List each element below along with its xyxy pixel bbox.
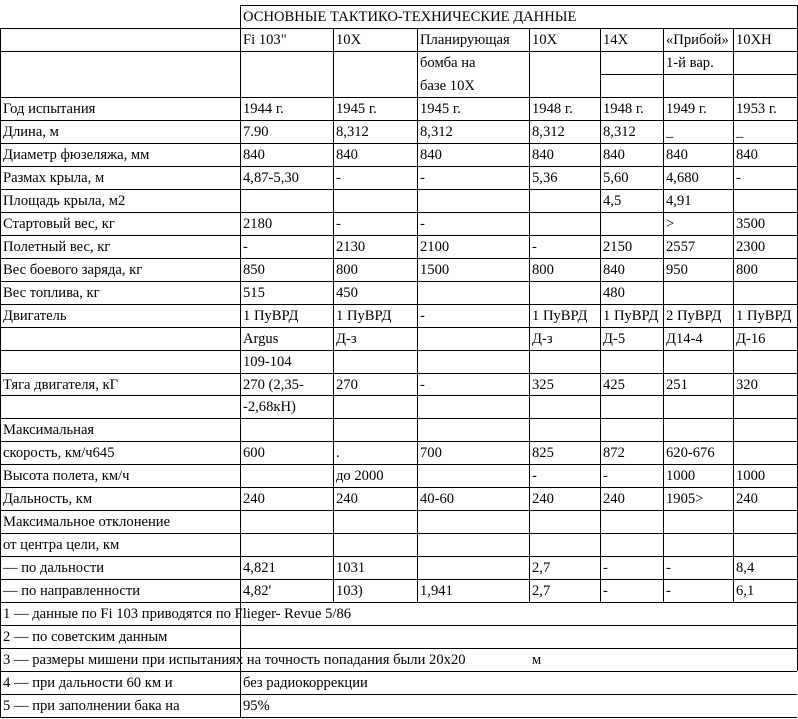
footnote: 3 — размеры мишени при испытаниях на точность попадания были 20x20 (3, 652, 466, 668)
table-cell: 2150 (603, 239, 633, 255)
table-cell: 450 (336, 285, 358, 301)
column-header: «Прибой» (666, 32, 729, 48)
table-cell: 6,1 (736, 583, 755, 599)
table-rule (0, 625, 797, 626)
table-rule (0, 579, 797, 580)
table-cell: 4,821 (243, 560, 276, 576)
table-cell: - (420, 377, 425, 393)
table-rule (0, 166, 797, 167)
table-cell: Д-з (532, 331, 553, 347)
table-cell: 1905> (666, 491, 704, 507)
footnote: 2 — по советским данным (3, 629, 168, 645)
table-cell: 7.90 (243, 124, 269, 140)
table-cell: 825 (532, 445, 554, 461)
table-cell: 270 (2,35- (243, 377, 304, 393)
table-cell: - (336, 170, 341, 186)
table-cell: -2,68кН) (243, 399, 296, 415)
table-cell: Argus (243, 331, 279, 347)
table-cell: 1 ПуВРД (243, 308, 299, 324)
table-cell: Д14-4 (666, 331, 703, 347)
table-cell: > (666, 216, 675, 232)
row-label: Полетный вес, кг (3, 239, 111, 255)
table-cell: Д-з (336, 331, 357, 347)
table-rule (0, 143, 797, 144)
table-cell: 8,312 (603, 124, 636, 140)
row-label: Стартовый вес, кг (3, 216, 115, 232)
table-cell: _ (666, 124, 674, 140)
column-header: Fi 103" (243, 32, 287, 48)
table-cell: 40-60 (420, 491, 455, 507)
row-label: Длина, м (3, 124, 59, 140)
table-cell: 1000 (666, 468, 696, 484)
table-cell: 800 (532, 262, 554, 278)
table-cell: 872 (603, 445, 625, 461)
table-cell: 800 (736, 262, 758, 278)
table-cell: Д-5 (603, 331, 626, 347)
table-rule (0, 418, 797, 419)
row-label: Двигатель (3, 308, 67, 324)
table-cell: - (420, 308, 425, 324)
table-rule (0, 304, 797, 305)
table-cell: - (603, 583, 608, 599)
table-rule (0, 28, 797, 29)
table-cell: 425 (603, 377, 625, 393)
table-cell: 8,4 (736, 560, 755, 576)
table-cell: 8,312 (532, 124, 565, 140)
table-cell: 840 (736, 147, 758, 163)
table-cell: - (420, 170, 425, 186)
table-cell: 840 (420, 147, 442, 163)
table-cell: 251 (666, 377, 688, 393)
table-cell: 103) (336, 583, 363, 599)
table-cell: 1 ПуВРД (532, 308, 588, 324)
table-cell: 800 (336, 262, 358, 278)
table-cell: 240 (243, 491, 265, 507)
table-cell: 3500 (736, 216, 766, 232)
table-rule (0, 327, 797, 328)
table-cell: 1948 г. (603, 101, 644, 117)
column-header: Планирующая (420, 32, 510, 48)
table-cell: 600 (243, 445, 265, 461)
table-cell: 700 (420, 445, 442, 461)
table-rule (0, 717, 797, 718)
table-cell: 4,680 (666, 170, 699, 186)
table-cell: - (666, 583, 671, 599)
table-cell: 109-104 (243, 354, 292, 370)
table-cell: 2557 (666, 239, 696, 255)
table-cell: 8,312 (336, 124, 369, 140)
column-header: бомба на (420, 55, 476, 71)
specs-table (0, 5, 797, 717)
table-cell: - (243, 239, 248, 255)
table-cell: 2,7 (532, 583, 551, 599)
table-cell: 2300 (736, 239, 766, 255)
table-cell: 320 (736, 377, 758, 393)
table-cell: - (736, 170, 741, 186)
row-label: скорость, км/ч645 (3, 445, 115, 461)
table-cell: 240 (736, 491, 758, 507)
table-rule (0, 373, 797, 374)
table-cell: до 2000 (336, 468, 384, 484)
table-cell: 840 (666, 147, 688, 163)
table-rule (0, 694, 797, 695)
table-cell: 840 (603, 262, 625, 278)
footnote-value: без радиокоррекции (243, 675, 368, 691)
table-cell: 950 (666, 262, 688, 278)
table-cell: 840 (532, 147, 554, 163)
footnote-value: 95% (243, 698, 270, 714)
table-cell: 480 (603, 285, 625, 301)
column-header: 10X (336, 32, 362, 48)
table-cell: _ (736, 124, 744, 140)
table-rule (0, 556, 797, 557)
table-cell: 1949 г. (666, 101, 707, 117)
table-cell: - (532, 468, 537, 484)
table-cell: 4,82' (243, 583, 272, 599)
table-cell: 4,5 (603, 193, 622, 209)
table-cell: 840 (603, 147, 625, 163)
column-header: базе 10X (420, 78, 475, 94)
table-cell: 1945 г. (336, 101, 377, 117)
table-rule (0, 487, 797, 488)
row-label: — по дальности (3, 560, 105, 576)
table-rule (0, 648, 797, 649)
table-rule (0, 441, 797, 442)
table-cell: 1953 г. (736, 101, 777, 117)
table-cell: - (336, 216, 341, 232)
table-cell: 515 (243, 285, 265, 301)
table-cell: 2130 (336, 239, 366, 255)
column-header: 14X (603, 32, 629, 48)
table-rule (0, 510, 797, 511)
row-label: Дальность, км (3, 491, 93, 507)
row-label: Высота полета, км/ч (3, 468, 130, 484)
table-rule (0, 395, 797, 396)
footnote: 5 — при заполнении бака на (3, 698, 180, 714)
table-rule (0, 281, 797, 282)
table-cell: 1945 г. (420, 101, 461, 117)
row-label: от центра цели, км (3, 537, 120, 553)
table-rule (0, 671, 797, 672)
table-rule (240, 5, 797, 6)
table-cell: 240 (603, 491, 625, 507)
row-label: Размах крыла, м (3, 170, 105, 186)
table-cell: 1500 (420, 262, 450, 278)
table-cell: 240 (532, 491, 554, 507)
row-label: Вес боевого заряда, кг (3, 262, 143, 278)
table-rule (0, 464, 797, 465)
table-cell: - (603, 560, 608, 576)
table-cell: . (336, 445, 340, 461)
table-cell: 5,36 (532, 170, 558, 186)
table-rule (0, 189, 797, 190)
table-rule (0, 120, 797, 121)
table-rule (0, 602, 797, 603)
table-cell: 1,941 (420, 583, 453, 599)
table-cell: - (420, 216, 425, 232)
table-cell: 1 ПуВРД (603, 308, 659, 324)
row-label: Диаметр фюзеляжа, мм (3, 147, 150, 163)
column-header: 10X (532, 32, 558, 48)
table-rule (0, 97, 797, 98)
table-cell: 2180 (243, 216, 273, 232)
table-rule (0, 51, 797, 52)
table-cell: 1948 г. (532, 101, 573, 117)
row-label: Вес топлива, кг (3, 285, 100, 301)
table-rule (600, 74, 797, 75)
table-cell: 1 ПуВРД (736, 308, 792, 324)
table-cell: 5,60 (603, 170, 629, 186)
table-cell: 620-676 (666, 445, 715, 461)
table-cell: 1000 (736, 468, 766, 484)
column-header: 10XH (736, 32, 772, 48)
table-rule (0, 212, 797, 213)
table-title: ОСНОВНЫЕ ТАКТИКО-ТЕХНИЧЕСКИЕ ДАННЫЕ (243, 9, 577, 25)
column-header: 1-й вар. (666, 55, 714, 71)
table-cell: 850 (243, 262, 265, 278)
table-rule (0, 258, 797, 259)
footnote: 1 — данные по Fi 103 приводятся по Flieger- Revue 5/86 (3, 606, 352, 622)
table-cell: 2100 (420, 239, 450, 255)
table-rule (0, 533, 797, 534)
table-cell: Д-16 (736, 331, 766, 347)
table-cell: - (532, 239, 537, 255)
table-cell: 840 (243, 147, 265, 163)
table-cell: 1031 (336, 560, 366, 576)
table-cell: 1944 г. (243, 101, 284, 117)
table-cell: 270 (336, 377, 358, 393)
row-label: Год испытания (3, 101, 96, 117)
row-label: Тяга двигателя, кГ (3, 377, 119, 393)
table-cell: 4,91 (666, 193, 692, 209)
footnote-value: м (532, 652, 542, 668)
table-cell: 4,87-5,30 (243, 170, 299, 186)
table-cell: 325 (532, 377, 554, 393)
table-cell: - (603, 468, 608, 484)
table-cell: 840 (336, 147, 358, 163)
table-cell: 2,7 (532, 560, 551, 576)
row-label: Максимальное отклонение (3, 514, 171, 530)
table-rule (0, 350, 797, 351)
table-cell: 8,312 (420, 124, 453, 140)
table-cell: 2 ПуВРД (666, 308, 722, 324)
footnote: 4 — при дальности 60 км и (3, 675, 173, 691)
row-label: — по направленности (3, 583, 141, 599)
row-label: Максимальная (3, 422, 95, 438)
table-cell: 240 (336, 491, 358, 507)
table-cell: - (666, 560, 671, 576)
table-rule (0, 235, 797, 236)
row-label: Площадь крыла, м2 (3, 193, 126, 209)
table-cell: 1 ПуВРД (336, 308, 392, 324)
